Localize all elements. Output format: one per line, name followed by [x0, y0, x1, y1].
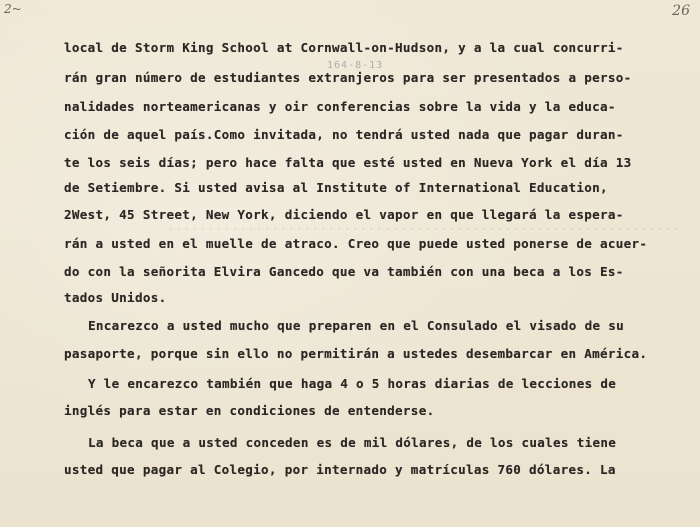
text-line-14: inglés para estar en condiciones de entenderse. — [64, 403, 435, 418]
text-line-3: nalidades norteamericanas y oir conferencias sobre la vida y la educa- — [64, 99, 616, 114]
text-line-7: 2West, 45 Street, New York, diciendo el vapor en que llegará la espera- — [64, 207, 624, 222]
text-line-5: te los seis días; pero hace falta que esté usted en Nueva York el día 13 — [64, 155, 632, 170]
text-line-1: local de Storm King School at Cornwall-on-Hudson, y a la cual concurri- — [64, 40, 624, 55]
text-line-6: de Setiembre. Si usted avisa al Institute of International Education, — [64, 180, 608, 195]
text-line-11: Encarezco a usted mucho que preparen en el Consulado el visado de su — [88, 318, 624, 333]
text-line-9: do con la señorita Elvira Gancedo que va también con una beca a los Es- — [64, 264, 624, 279]
text-line-4: ción de aquel país.Como invitada, no tendrá usted nada que pagar duran- — [64, 127, 624, 142]
text-line-2: rán gran número de estudiantes extranjeros para ser presentados a perso- — [64, 70, 632, 85]
text-line-8: rán a usted en el muelle de atraco. Creo que puede usted ponerse de acuer- — [64, 236, 648, 251]
page-number-mark: 26 — [672, 3, 690, 19]
corner-mark-left: 2~ — [4, 2, 22, 16]
text-line-13: Y le encarezco también que haga 4 o 5 horas diarias de lecciones de — [88, 376, 617, 391]
text-line-15: La beca que a usted conceden es de mil dólares, de los cuales tiene — [88, 435, 617, 450]
text-line-10: tados Unidos. — [64, 290, 167, 305]
text-line-12: pasaporte, porque sin ello no permitirán a ustedes desembarcar en América. — [64, 346, 648, 361]
bleed-through-text: ................................................................ — [166, 218, 680, 233]
text-line-16: usted que pagar al Colegio, por internado y matrículas 760 dólares. La — [64, 462, 616, 477]
faint-stamp: 164-8-13 — [327, 60, 384, 71]
